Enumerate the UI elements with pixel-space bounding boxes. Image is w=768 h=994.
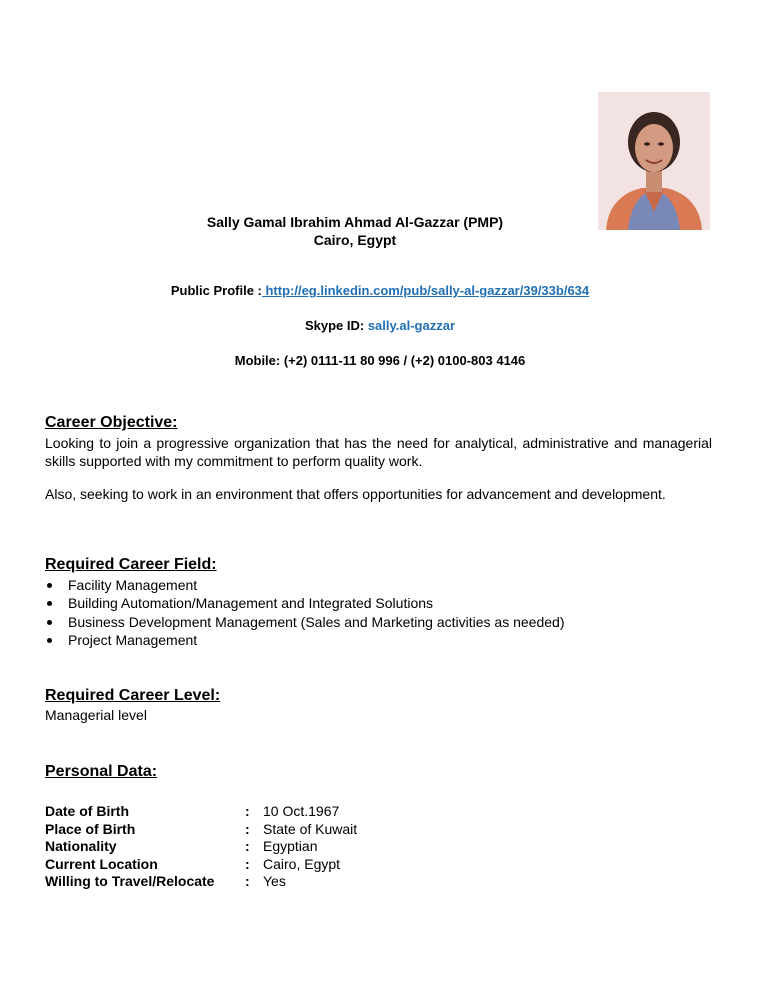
bullet-icon: [47, 601, 52, 606]
bullet-icon: [47, 583, 52, 588]
public-profile-line: [0, 283, 760, 298]
personal-data-title: Personal Data:: [45, 763, 158, 780]
personal-data-table: [45, 803, 357, 891]
public-profile-label: Public Profile :: [170, 283, 262, 298]
linkedin-link[interactable]: http://eg.linkedin.com/pub/sally-al-gazzar/39/33b/634: [261, 283, 590, 298]
career-objective-title: Career Objective:: [45, 414, 178, 431]
mobile-line: Mobile: (+2) 0111-11 80 996 / (+2) 0100-803 4146: [234, 353, 526, 368]
bullet-icon: [47, 620, 52, 625]
list-item: Business Development Management (Sales and Marketing activities as needed): [45, 613, 565, 631]
skype-id: sally.al-gazzar: [364, 318, 456, 333]
candidate-name: Sally Gamal Ibrahim Ahmad Al-Gazzar (PMP): [206, 214, 504, 230]
field-value: Cairo, Egypt: [263, 855, 341, 872]
table-row: Nationality : Egyptian: [45, 838, 318, 854]
field-label: Date of Birth: [45, 803, 129, 819]
table-row: Current Location : Cairo, Egypt: [45, 855, 341, 872]
skype-line: [0, 318, 760, 333]
list-item: Building Automation/Management and Integrated Solutions: [45, 594, 565, 612]
list-item: Project Management: [45, 631, 565, 649]
field-label: Nationality: [45, 838, 117, 854]
table-row: Date of Birth : 10 Oct.1967: [45, 803, 340, 819]
bullet-icon: [47, 638, 52, 643]
field-label: Willing to Travel/Relocate: [45, 873, 215, 889]
career-field-title: Required Career Field:: [45, 556, 217, 573]
field-label: Current Location: [45, 855, 158, 872]
profile-photo: [598, 92, 710, 230]
career-level-value: Managerial level: [45, 707, 147, 723]
portrait-image: [598, 92, 710, 230]
skype-label: Skype ID:: [304, 318, 365, 333]
table-row: Willing to Travel/Relocate : Yes: [45, 873, 286, 889]
career-objective-paragraph-1: Looking to join a progressive organization that has the need for analytical, administrative and managerial skills supported with my commitment to perform quality work.: [45, 435, 712, 469]
field-value: 10 Oct.1967: [263, 803, 340, 819]
candidate-city: Cairo, Egypt: [313, 232, 397, 248]
career-objective-paragraph-2: Also, seeking to work in an environment that offers opportunities for advancement and development.: [45, 486, 666, 502]
field-value: Yes: [263, 873, 286, 889]
career-level-title: Required Career Level:: [45, 687, 221, 704]
table-row: Place of Birth : State of Kuwait: [45, 820, 358, 837]
list-item: Facility Management: [45, 576, 565, 594]
career-field-list: [45, 576, 565, 649]
field-label: Place of Birth: [45, 820, 136, 837]
field-value: State of Kuwait: [263, 820, 358, 837]
field-value: Egyptian: [263, 838, 318, 854]
